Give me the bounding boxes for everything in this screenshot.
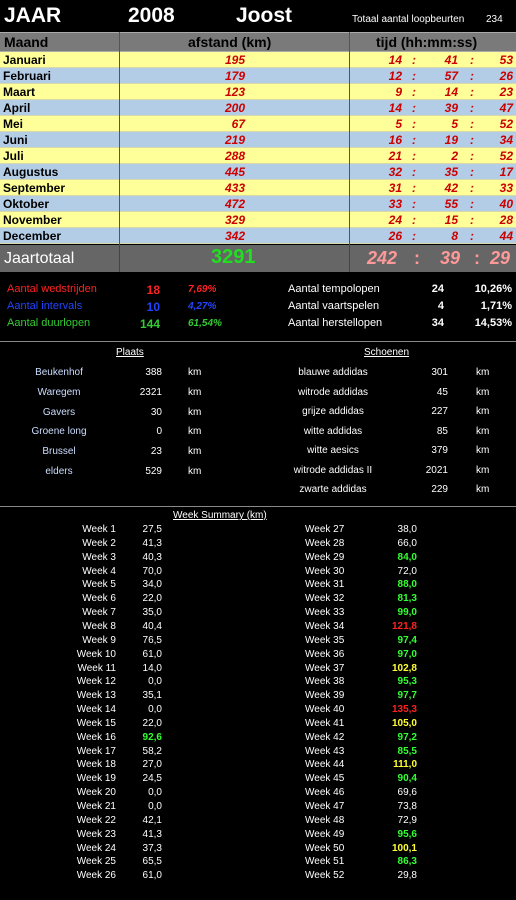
time-sep: : [412,213,416,227]
shoe-unit: km [476,445,490,456]
month-seconds: 52 [499,149,513,163]
week-km: 72,9 [397,814,417,826]
month-hours: 33 [388,197,402,211]
week-label: Week 21 [76,801,116,812]
year-total-label: Jaartotaal [4,250,75,267]
week-km: 95,3 [397,676,417,688]
month-name: September [3,181,66,195]
week-km: 42,1 [142,814,162,826]
week-label: Week 39 [305,690,345,702]
week-km: 135,3 [391,704,417,716]
year-total-seconds: 29 [490,248,511,268]
week-label: Week 15 [76,717,116,729]
month-distance: 433 [224,181,245,195]
week-km: 69,6 [397,787,417,799]
week-km: 111,0 [393,759,417,771]
total-runs-label: Totaal aantal loopbeurten [352,14,465,25]
places-title: Plaats [116,347,144,358]
shoe-km: 301 [431,367,448,378]
time-sep: : [470,85,474,99]
month-distance: 288 [224,149,245,163]
week-label: Week 8 [82,620,116,632]
stat-label: Aantal herstellopen [288,317,383,329]
week-km: 34,0 [142,579,162,591]
month-name: December [3,229,62,243]
shoe-km: 45 [436,386,448,398]
time-sep: : [412,149,416,163]
week-km: 76,5 [142,634,162,646]
month-distance: 195 [224,53,245,67]
month-hours: 16 [388,133,402,147]
time-sep: : [470,149,474,163]
time-sep: : [470,69,474,83]
month-minutes: 2 [451,149,458,163]
time-sep: : [470,197,474,211]
stat-percent: 4,27% [188,301,217,312]
month-seconds: 28 [499,213,513,227]
week-km: 105,0 [391,717,417,729]
week-label: Week 24 [76,842,116,854]
month-minutes: 35 [444,165,458,179]
stat-count: 24 [431,283,444,295]
jaar-label: JAAR [4,4,62,27]
month-minutes: 57 [444,69,458,83]
week-km: 86,3 [397,856,417,868]
place-name: elders [45,466,73,477]
total-runs-value: 234 [486,14,503,25]
shoe-km: 2021 [425,464,448,476]
month-distance: 219 [224,133,245,147]
col-afstand: afstand (km) [188,34,272,50]
month-name: Oktober [3,197,50,211]
month-distance: 179 [224,69,245,83]
month-hours: 14 [388,101,402,115]
month-distance: 329 [224,213,245,227]
month-row [0,84,516,100]
shoe-km: 227 [431,406,448,417]
week-label: Week 23 [76,828,116,840]
shoe-unit: km [476,484,490,495]
week-km: 102,8 [391,662,417,674]
week-label: Week 33 [305,607,345,619]
stat-percent: 1,71% [480,300,512,312]
week-label: Week 2 [82,537,116,549]
place-km: 2321 [139,386,162,398]
week-label: Week 12 [76,676,116,688]
stat-percent: 14,53% [474,317,512,329]
week-km: 88,0 [397,579,417,591]
month-seconds: 26 [499,69,513,83]
week-label: Week 11 [77,662,116,674]
month-hours: 12 [388,69,402,83]
month-distance: 445 [224,165,245,179]
week-km: 27,5 [142,524,162,535]
time-sep: : [412,85,416,99]
week-label: Week 49 [305,828,345,840]
shoe-unit: km [476,464,490,476]
time-sep: : [470,101,474,115]
month-seconds: 34 [499,133,513,147]
month-minutes: 14 [444,85,458,99]
year-total-minutes: 39 [440,248,461,268]
time-sep: : [412,165,416,179]
week-label: Week 37 [305,662,345,674]
month-hours: 21 [388,149,402,163]
week-label: Week 46 [305,787,345,799]
week-km: 95,6 [397,828,417,840]
week-km: 37,3 [142,842,162,854]
year-value: 2008 [128,4,175,27]
week-label: Week 20 [76,787,116,799]
col-maand: Maand [4,34,49,50]
stat-percent: 7,69% [188,284,217,295]
place-km: 30 [150,406,162,418]
week-label: Week 6 [82,593,116,605]
week-km: 73,8 [397,801,417,812]
week-km: 22,0 [142,717,162,729]
week-km: 92,6 [142,731,162,743]
month-hours: 32 [388,165,402,179]
week-km: 84,0 [397,551,417,563]
week-label: Week 29 [305,551,345,563]
month-row [0,196,516,212]
shoe-name: witrode addidas II [293,464,373,476]
week-label: Week 13 [76,690,116,702]
month-hours: 14 [388,53,402,67]
month-seconds: 53 [499,53,513,67]
week-label: Week 30 [305,565,345,577]
week-label: Week 40 [305,704,345,716]
month-minutes: 15 [444,213,458,227]
place-name: Beukenhof [35,367,83,378]
week-label: Week 51 [305,856,345,868]
week-km: 70,0 [142,565,162,577]
week-km: 14,0 [142,662,162,674]
place-unit: km [188,446,202,458]
year-total-hours: 242 [367,248,398,268]
shoe-unit: km [476,386,490,398]
week-label: Week 5 [82,579,116,591]
week-label: Week 34 [305,620,345,632]
time-sep: : [470,229,474,243]
month-name: Juni [3,133,28,147]
week-label: Week 35 [305,634,345,646]
stat-label: Aantal wedstrijden [7,283,97,295]
month-minutes: 8 [451,229,458,243]
stat-label: Aantal vaartspelen [288,300,380,312]
month-seconds: 23 [499,85,513,99]
place-unit: km [188,426,202,438]
week-km: 72,0 [397,565,417,577]
week-label: Week 31 [305,579,345,591]
week-km: 38,0 [397,524,417,535]
month-hours: 5 [395,117,402,131]
month-distance: 472 [224,197,245,211]
sheet-header [0,0,516,32]
month-row [0,100,516,116]
week-label: Week 36 [305,648,345,660]
week-label: Week 28 [305,537,345,549]
month-table-header [0,32,516,52]
week-label: Week 32 [305,593,345,605]
time-sep: : [412,197,416,211]
year-total-row: Jaartotaal 3291 242 : 39 : 29 [0,245,516,272]
place-name: Groene long [31,426,87,438]
month-row [0,180,516,196]
stat-percent: 10,26% [474,283,512,295]
week-label: Week 52 [305,870,345,882]
month-seconds: 52 [499,117,513,131]
month-row [0,52,516,68]
month-name: Mei [3,117,24,131]
week-label: Week 47 [305,801,345,812]
place-name: Brussel [42,446,76,458]
week-label: Week 16 [76,731,116,743]
month-row [0,148,516,164]
week-label: Week 9 [82,634,116,646]
month-seconds: 47 [499,101,513,115]
month-name: Augustus [3,165,59,179]
time-sep: : [412,229,416,243]
stat-count: 34 [431,317,444,329]
week-label: Week 50 [305,842,345,854]
week-km: 41,3 [142,828,162,840]
shoe-name: witte addidas [303,425,363,437]
time-sep: : [412,133,416,147]
week-label: Week 26 [76,870,116,882]
week-km: 97,0 [397,648,417,660]
stat-count: 10 [146,300,160,314]
stat-count: 4 [437,300,444,312]
week-label: Week 42 [305,731,345,743]
week-label: Week 4 [82,565,116,577]
week-label: Week 1 [82,524,116,535]
week-km: 97,4 [397,634,417,646]
month-minutes: 55 [444,197,458,211]
month-seconds: 17 [499,165,513,179]
month-seconds: 40 [499,197,513,211]
time-sep: : [412,69,416,83]
week-km: 121,8 [391,620,417,632]
time-sep: : [412,101,416,115]
week-label: Week 18 [76,759,116,771]
place-unit: km [188,386,202,398]
stat-count: 18 [146,283,160,297]
month-minutes: 19 [444,133,458,147]
week-km: 24,5 [142,773,162,785]
week-label: Week 41 [305,717,345,729]
month-name: Maart [3,85,36,99]
place-unit: km [188,466,202,477]
shoe-name: witrode addidas [297,386,369,398]
week-km: 97,7 [397,690,417,702]
month-row [0,228,516,244]
runner-name: Joost [236,4,293,27]
month-hours: 24 [388,213,402,227]
shoe-name: grijze addidas [302,406,364,417]
time-sep: : [470,53,474,67]
week-label: Week 44 [305,759,345,771]
month-name: November [3,213,62,227]
shoe-km: 379 [431,445,448,456]
week-km: 40,4 [142,620,162,632]
week-km: 27,0 [142,759,162,771]
week-km: 35,0 [142,607,162,619]
shoe-unit: km [476,367,490,378]
month-distance: 123 [224,85,245,99]
week-km: 58,2 [142,745,162,757]
stat-count: 144 [139,317,160,331]
month-name: Juli [3,149,24,163]
place-km: 0 [156,426,162,438]
shoe-km: 229 [431,484,448,495]
week-km: 99,0 [397,607,417,619]
month-row [0,212,516,228]
month-minutes: 41 [444,53,458,67]
month-minutes: 5 [451,117,458,131]
week-km: 35,1 [142,690,162,702]
shoe-unit: km [476,425,490,437]
week-km: 81,3 [397,593,417,605]
week-label: Week 27 [305,524,345,535]
time-sep: : [470,165,474,179]
week-label: Week 45 [305,773,345,785]
month-minutes: 39 [444,101,458,115]
month-distance: 67 [231,117,245,131]
week-km: 100,1 [391,842,417,854]
col-tijd: tijd (hh:mm:ss) [376,34,478,50]
week-km: 65,5 [142,856,162,868]
week-label: Week 43 [305,745,345,757]
month-row [0,116,516,132]
month-seconds: 44 [499,229,513,243]
week-km: 85,5 [397,745,417,757]
month-name: Januari [3,53,46,67]
month-hours: 9 [395,85,402,99]
week-km: 0,0 [148,787,162,799]
time-sep: : [470,213,474,227]
time-sep: : [412,181,416,195]
run-type-stats [0,274,516,340]
time-sep: : [470,133,474,147]
week-label: Week 38 [305,676,345,688]
week-label: Week 3 [82,551,116,563]
month-table [0,52,516,245]
stat-label: Aantal intervals [7,300,83,312]
week-km: 22,0 [142,593,162,605]
week-label: Week 48 [305,814,345,826]
week-label: Week 19 [76,773,116,785]
week-label: Week 17 [76,745,116,757]
week-label: Week 10 [76,648,116,660]
month-name: Februari [3,69,52,83]
month-hours: 31 [388,181,402,195]
month-row [0,132,516,148]
week-km: 0,0 [148,801,162,812]
place-km: 23 [150,446,162,458]
week-label: Week 25 [76,856,116,868]
month-row [0,68,516,84]
week-km: 40,3 [142,551,162,563]
shoe-unit: km [476,406,490,417]
place-unit: km [188,406,202,418]
shoes-title: Schoenen [364,347,410,358]
shoe-km: 85 [436,425,448,437]
week-km: 0,0 [148,676,162,688]
shoe-name: blauwe addidas [298,367,368,378]
month-seconds: 33 [499,181,513,195]
week-summary-section [0,506,516,900]
week-km: 29,8 [397,870,417,882]
shoe-name: witte aesics [307,445,359,456]
week-km: 90,4 [397,773,417,785]
week-km: 61,0 [142,870,162,882]
place-km: 388 [145,367,162,378]
week-label: Week 14 [76,704,116,716]
month-hours: 26 [388,229,402,243]
stat-label: Aantal tempolopen [288,283,380,295]
week-label: Week 22 [76,814,116,826]
year-total-km: 3291 [211,246,256,268]
time-sep: : [470,181,474,195]
week-summary-title: Week Summary (km) [173,510,267,521]
week-km: 66,0 [397,537,417,549]
month-row [0,164,516,180]
shoe-name: zwarte addidas [299,484,367,495]
time-sep: : [412,117,416,131]
stat-percent: 61,54% [188,318,222,329]
week-label: Week 7 [82,607,116,619]
time-sep: : [412,53,416,67]
month-distance: 200 [224,101,245,115]
week-km: 41,3 [142,537,162,549]
week-km: 61,0 [142,648,162,660]
time-sep: : [470,117,474,131]
place-unit: km [188,367,202,378]
month-minutes: 42 [444,181,458,195]
month-name: April [3,101,31,115]
place-km: 529 [145,466,162,477]
week-km: 97,2 [397,731,417,743]
month-distance: 342 [224,229,245,243]
stat-label: Aantal duurlopen [7,317,91,329]
place-name: Gavers [42,406,76,418]
place-name: Waregem [37,386,81,398]
places-shoes-section [0,341,516,506]
week-km: 0,0 [148,704,162,716]
